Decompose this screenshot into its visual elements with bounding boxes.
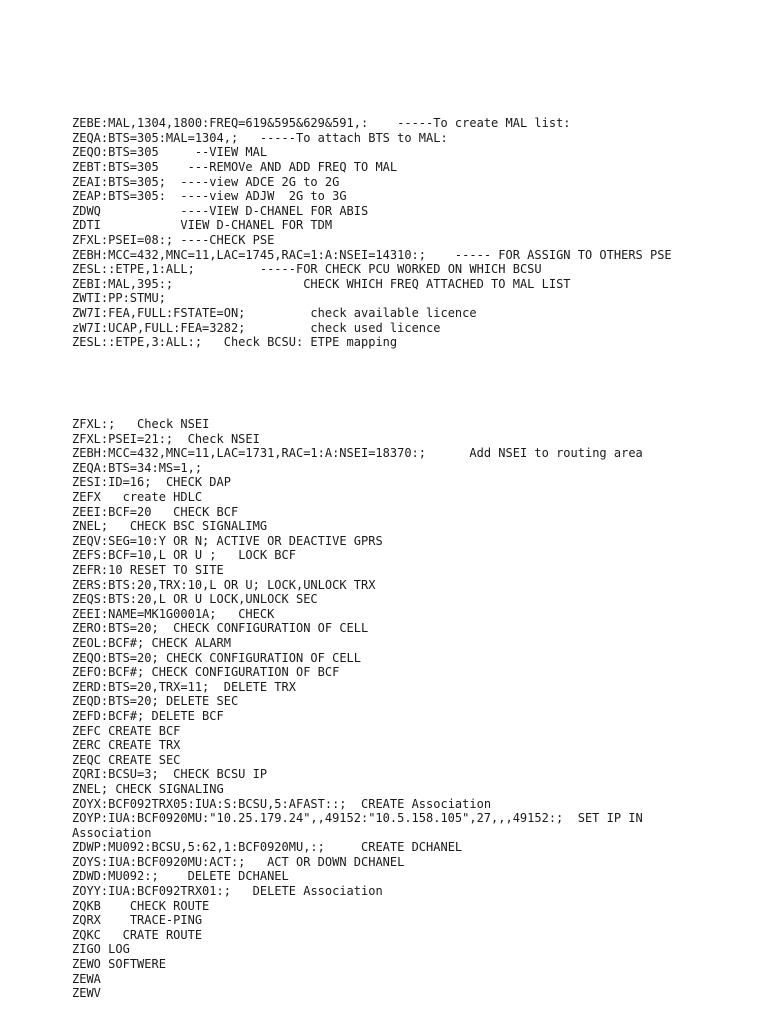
command-line [72,913,712,928]
command-description: ---REMOVe AND ADD FREQ TO MAL [187,159,398,174]
command-text: ZEFX [72,490,101,505]
command-description: --VIEW MAL [194,145,268,160]
command-text: ZOYP:IUA:BCF0920MU:"10.25.179.24",,49152:"10.5.158.105",27,,,49152:; [72,811,564,826]
command-line [72,563,712,578]
command-description: -----To create MAL list: [397,116,571,131]
spacing [166,189,180,203]
command-line [72,131,712,146]
command-text: ZEWO [72,957,101,972]
command-line [72,738,712,753]
command-text: ZEQS:BTS:20,L OR U [72,592,203,607]
command-line [72,233,712,248]
command-text: ZEBT:BTS=305 [72,159,159,174]
command-text: ZEFR:10 [72,563,123,577]
command-text: ZEBE:MAL,1304,1800:FREQ=619&595&629&591,: [72,116,369,131]
command-text: zW7I:UCAP,FULL:FEA=3282; [72,320,246,335]
command-description: SOFTWERE [108,957,166,972]
command-text: ZEFC [72,723,101,738]
command-description: Check BCSU: ETPE mapping [223,335,398,350]
spacing [173,432,187,446]
command-description: CHECK WHICH FREQ ATTACHED TO MAL LIST [303,276,571,291]
spacing [238,131,260,145]
spacing [563,811,577,825]
command-line [72,651,712,666]
command-text: ZEAP:BTS=305: [72,189,166,204]
command-text: ZERS:BTS:20,TRX:10,L OR U; [72,577,260,592]
spacing [115,417,137,431]
command-line [72,116,712,131]
spacing [202,335,224,349]
command-line [72,417,712,432]
command-text: ZEOL:BCF#; [72,635,145,650]
command-text: ZEBH:MCC=432,MNC=11,LAC=1745,RAC=1:A:NSEI=14310:; [72,247,427,262]
command-text: ZEFS:BCF=10,L OR U ; [72,548,217,563]
command-line [72,899,712,914]
command-text: ZFXL:PSEI=21:; [72,431,174,446]
command-line [72,534,712,549]
command-line [72,432,712,447]
command-line [72,986,712,1001]
command-text: ZFXL:; [72,417,116,432]
command-line [72,145,712,160]
command-text: ZOYX:BCF092TRX05:IUA:S:BCSU,5:AFAST::; [72,796,347,811]
command-text: ZEEI:NAME=MK1G0001A; [72,606,217,621]
spacing [101,928,123,942]
command-description: CRATE ROUTE [122,927,203,942]
command-description: CHECK SIGNALING [115,781,224,796]
command-description: LOCK,UNLOCK TRX [267,577,376,592]
command-line [72,797,712,812]
command-line [72,724,712,739]
command-line [72,665,712,680]
command-description: check used licence [310,320,441,335]
command-line [72,321,712,336]
paragraph-gap [72,379,712,388]
command-description: ACT OR DOWN DCHANEL [267,854,405,869]
command-description: VIEW D-CHANEL FOR TDM [180,218,333,233]
command-description: RESET TO SITE [129,563,224,577]
command-text: ZEBH:MCC=432,MNC=11,LAC=1731,RAC=1:A:NSEI=18370:; [72,446,427,461]
command-text: ZEQV:SEG=10:Y OR N; [72,533,210,548]
command-line [72,306,712,321]
command-description: ----view ADJW 2G to 3G [180,189,347,204]
command-text: ZQKB [72,898,101,913]
command-description: CREATE DCHANEL [361,840,463,855]
command-line [72,548,712,563]
command-description: LOG [108,942,130,957]
command-text: ZDTI [72,218,101,233]
command-description: CHECK CONFIGURATION OF BCF [151,665,340,680]
command-text: ZEAI:BTS=305; [72,174,166,189]
spacing [159,160,188,174]
command-text: ZEQA:BTS=34:MS=1,; [72,460,203,475]
spacing [209,534,216,548]
command-description: ----VIEW D-CHANEL FOR ABIS [180,203,369,218]
command-text: ZNEL; [72,519,109,534]
command-text: ZNEL; [72,781,109,796]
spacing [245,321,310,335]
spacing [217,607,239,621]
command-description: CHECK BCSU IP [173,767,268,782]
command-line [72,204,712,219]
command-description: DELETE BCF [151,708,224,723]
command-text: ZERD:BTS=20,TRX=11; [72,679,210,694]
command-text: ZEQA:BTS=305:MAL=1304,; [72,130,239,145]
command-text: ZEFO:BCF#; [72,665,145,680]
command-description: Add NSEI to routing area [469,446,643,461]
command-line [72,175,712,190]
command-text: ZERC [72,738,101,753]
spacing [325,840,361,854]
command-description: CREATE TRX [108,738,181,753]
command-line [72,160,712,175]
command-text: ZQKC [72,927,101,942]
spacing [209,680,223,694]
command-line [72,972,712,987]
spacing [151,475,165,489]
command-line [72,753,712,768]
command-line [72,840,712,855]
spacing [101,204,180,218]
command-text: ZFXL:PSEI=08:; [72,232,174,247]
command-line [72,782,712,797]
spacing [159,767,173,781]
command-description: ACTIVE OR DEACTIVE GPRS [216,533,383,548]
command-description: ----view ADCE 2G to 2G [180,174,340,189]
command-text: ZEFD:BCF#; [72,708,145,723]
command-text: ZDWP:MU092:BCSU,5:62,1:BCF0920MU,:; [72,840,325,855]
command-text: ZERO:BTS=20; [72,621,159,636]
command-text: ZWTI:PP:STMU; [72,291,166,306]
command-line [72,855,712,870]
command-line [72,869,712,884]
command-text: ZW7I:FEA,FULL:FSTATE=ON; [72,305,246,320]
command-description: TRACE-PING [129,913,203,928]
command-description: CREATE SEC [108,752,181,767]
command-text: ZEBI:MAL,395:; [72,276,174,291]
spacing [159,651,166,665]
command-description: DELETE Association [252,884,383,899]
command-line [72,446,712,461]
command-line [72,291,712,306]
command-line [72,811,712,840]
command-description: CREATE Association [361,796,492,811]
command-description: CHECK ROUTE [129,898,210,913]
command-line [72,884,712,899]
command-description: CHECK ALARM [151,635,231,650]
command-line [72,490,712,505]
command-text: ZOYS:IUA:BCF0920MU:ACT:; [72,854,246,869]
spacing [159,694,166,708]
command-description: CHECK CONFIGURATION OF CELL [165,650,362,665]
spacing [245,855,267,869]
command-line [72,636,712,651]
spacing [173,277,303,291]
command-description: LOCK,UNLOCK SEC [209,592,318,607]
spacing [260,578,267,592]
command-line [72,218,712,233]
spacing [245,306,310,320]
command-description: CHECK [238,606,275,621]
command-description: SET IP IN Association [72,811,650,840]
command-line [72,928,712,943]
spacing [166,175,180,189]
command-text: ZDWQ [72,203,101,218]
command-line [72,519,712,534]
command-line [72,335,712,350]
spacing [108,519,130,533]
spacing [101,218,180,232]
command-notes [72,87,712,1030]
command-text: ZDWD:MU092:; [72,869,159,884]
spacing [217,548,239,562]
section-mal-and-pse-commands [72,116,712,350]
command-text: ZESL::ETPE,3:ALL:; [72,335,203,350]
spacing [101,490,123,504]
command-text: ZQRI:BCSU=3; [72,767,159,782]
command-description: CHECK BCF [173,504,239,519]
spacing [426,248,455,262]
command-text: ZEQO:BTS=20; [72,650,159,665]
command-line [72,248,712,263]
command-description: create HDLC [122,490,203,505]
command-description: DELETE TRX [223,679,296,694]
section-nsei-and-bcf-commands [72,417,712,1001]
command-description: ----- FOR ASSIGN TO OTHERS PSE [454,247,672,262]
command-line [72,942,712,957]
command-description: check available licence [310,305,477,320]
command-text: ZEQC [72,752,101,767]
spacing [101,899,130,913]
command-line [72,262,712,277]
command-text: ZEQO:BTS=305 [72,145,159,160]
command-description: CHECK BSC SIGNALIMG [129,519,268,534]
command-line [72,578,712,593]
spacing [347,797,361,811]
command-text: ZEWV [72,986,101,1001]
command-line [72,475,712,490]
command-description: Check NSEI [187,431,260,446]
command-line [72,621,712,636]
command-text: ZQRX [72,913,101,928]
spacing [123,563,130,577]
spacing [159,869,188,883]
spacing [195,262,260,276]
command-description: ----CHECK PSE [180,232,275,247]
command-line [72,694,712,709]
command-text: ZOYY:IUA:BCF092TRX01:; [72,884,231,899]
command-description: -----To attach BTS to MAL: [259,130,448,145]
command-description: -----FOR CHECK PCU WORKED ON WHICH BCSU [259,262,542,277]
command-line [72,189,712,204]
command-text: ZEQD:BTS=20; [72,694,159,709]
spacing [159,621,173,635]
command-line [72,277,712,292]
spacing [231,884,253,898]
command-line [72,607,712,622]
command-text: ZEEI:BCF=20 [72,504,152,519]
command-description: CHECK DAP [165,475,231,490]
command-line [72,957,712,972]
command-line [72,461,712,476]
command-text: ZESL::ETPE,1:ALL; [72,262,195,277]
command-line [72,680,712,695]
command-description: CHECK CONFIGURATION OF CELL [173,621,369,636]
command-line [72,592,712,607]
command-text: ZEWA [72,971,101,986]
spacing [101,913,130,927]
command-description: DELETE DCHANEL [187,869,289,884]
spacing [368,116,397,130]
command-line [72,767,712,782]
command-text: ZIGO [72,942,101,957]
command-description: CREATE BCF [108,723,181,738]
command-description: Check NSEI [137,417,210,432]
command-description: LOCK BCF [238,548,296,563]
spacing [159,145,195,159]
command-description: DELETE SEC [165,694,239,709]
command-line [72,505,712,520]
spacing [151,505,173,519]
command-line [72,709,712,724]
spacing [426,446,469,460]
command-text: ZESI:ID=16; [72,475,152,490]
